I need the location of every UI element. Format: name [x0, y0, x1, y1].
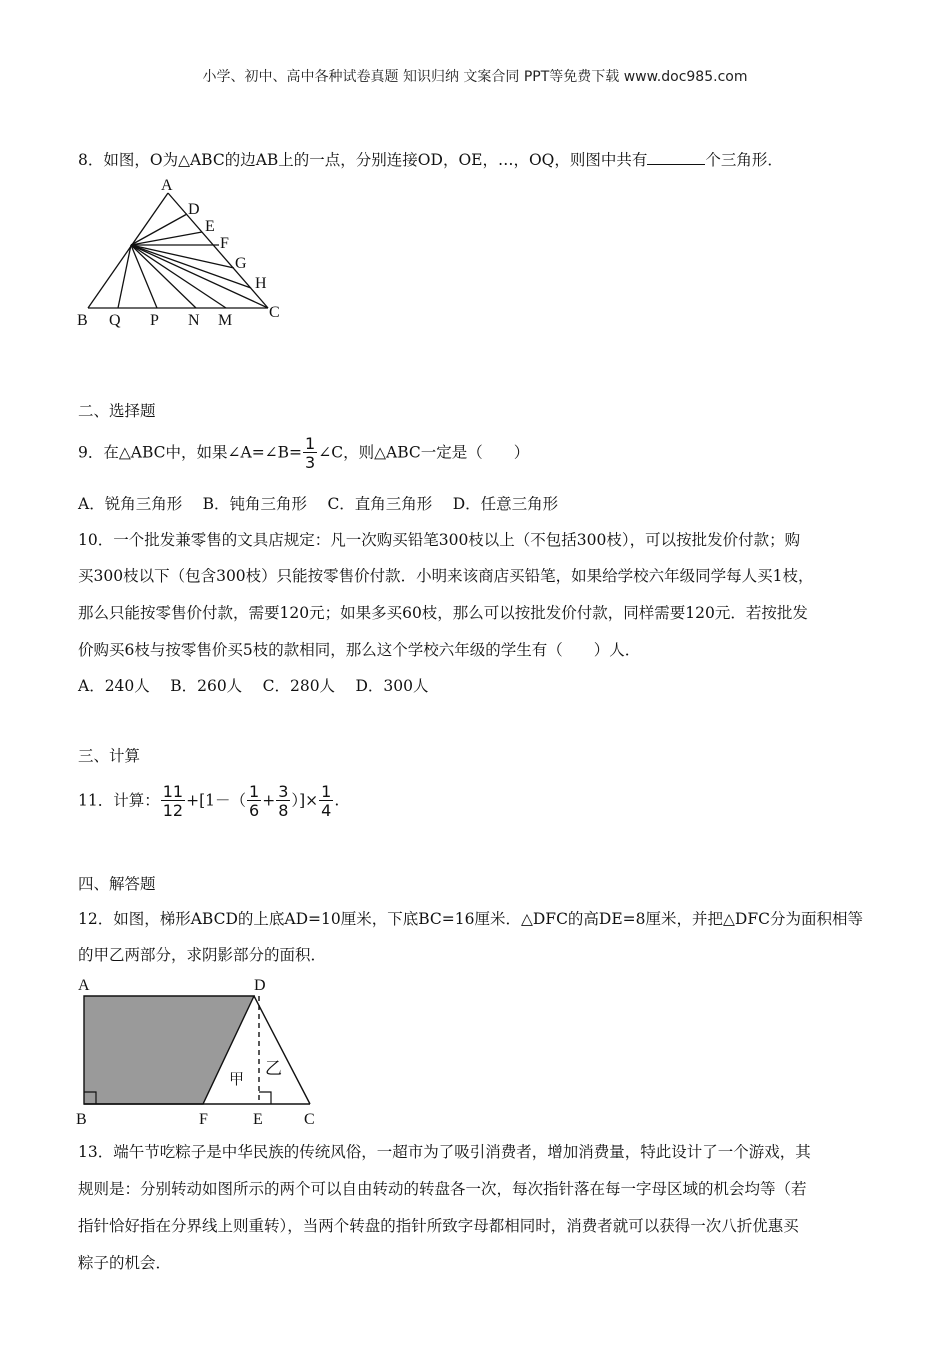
fraction-1-6: $\frac{1}{6}$ — [249, 782, 260, 820]
section-4-title: 四、解答题 — [78, 875, 156, 893]
label-Q: Q — [109, 312, 121, 329]
segment-ON — [131, 245, 196, 308]
section-2-title: 二、选择题 — [78, 402, 156, 420]
label-A: A — [161, 177, 173, 194]
label-yi: 乙 — [265, 1059, 282, 1078]
segment-OG — [131, 245, 234, 268]
label-B: B — [76, 1111, 87, 1128]
expr-plus: + — [262, 791, 276, 810]
answer-blank — [647, 150, 705, 165]
expr-part-1: +[1－（ — [186, 791, 246, 810]
label-C: C — [304, 1111, 315, 1128]
question-8-text: 8．如图，O为△ABC的边AB上的一点，分别连接OD，OE，…，OQ，则图中共有 — [78, 151, 648, 169]
fraction-one-third: $\frac{1}{3}$ — [305, 434, 316, 472]
question-9-text: 9．在△ABC中，如果∠A=∠B= — [78, 443, 303, 462]
label-N: N — [188, 312, 200, 329]
question-12-line-1: 12．如图，梯形ABCD的上底AD=10厘米，下底BC=16厘米．△DFC的高DE=8厘米，并把△DFC分为面积相等 — [78, 910, 863, 928]
label-F: F — [220, 235, 229, 252]
question-10-line-2: 买300枝以下（包含300枝）只能按零售价付款．小明来该商店买铅笔，如果给学校六年级同学每人买1枝， — [78, 567, 814, 585]
segment-OM — [131, 245, 226, 308]
label-jia: 甲 — [229, 1072, 245, 1088]
expr-part-2: ）]× — [291, 791, 319, 810]
label-P: P — [150, 312, 159, 329]
fraction-3-8: $\frac{3}{8}$ — [278, 782, 289, 820]
label-G: G — [235, 255, 247, 272]
trapezoid-figure — [70, 970, 330, 1130]
question-8 — [78, 150, 783, 169]
question-10-options: A．240人 B．260人 C．280人 D．300人 — [78, 677, 429, 695]
question-12-line-2: 的甲乙两部分，求阴影部分的面积． — [78, 946, 327, 964]
question-13-line-1: 13．端午节吃粽子是中华民族的传统风俗，一超市为了吸引消费者，增加消费量，特此设计了一个游戏，其 — [78, 1143, 811, 1161]
label-D: D — [188, 201, 200, 218]
question-13-line-4: 粽子的机会． — [78, 1254, 172, 1272]
label-B: B — [77, 312, 88, 329]
label-C: C — [269, 304, 280, 321]
side-DC — [254, 996, 310, 1104]
question-9 — [78, 436, 529, 471]
page-header: 小学、初中、高中各种试卷真题 知识归纳 文案合同 PPT等免费下载 www.doc985.com — [202, 69, 748, 85]
question-10-line-4: 价购买6枝与按零售价买5枝的款相同，那么这个学校六年级的学生有（ ）人． — [78, 641, 641, 659]
fraction-1-4: $\frac{1}{4}$ — [321, 782, 332, 820]
question-8-text-end: 个三角形． — [705, 151, 783, 169]
label-F: F — [199, 1111, 208, 1128]
label-M: M — [218, 312, 233, 329]
fraction-11-12: $\frac{11}{12}$ — [162, 782, 184, 820]
side-AC — [168, 193, 268, 308]
segment-OH — [131, 245, 251, 288]
question-11 — [78, 784, 339, 819]
label-E: E — [205, 218, 215, 235]
label-E: E — [253, 1111, 263, 1128]
question-9-text-end: ∠C，则△ABC一定是（ ） — [318, 443, 530, 462]
question-13-line-2: 规则是：分别转动如图所示的两个可以自由转动的转盘各一次，每次指针落在每一字母区域的机会均等（若 — [78, 1180, 807, 1198]
expr-end: . — [334, 791, 340, 810]
question-13-line-3: 指针恰好指在分界线上则重转），当两个转盘的指针所致字母都相同时，消费者就可以获得一次八折优惠买 — [78, 1217, 799, 1235]
triangle-figure — [70, 172, 300, 332]
right-angle-E — [259, 1092, 271, 1104]
question-9-options: A．锐角三角形 B．钝角三角形 C．直角三角形 D．任意三角形 — [78, 495, 559, 513]
question-10-line-1: 10．一个批发兼零售的文具店规定：凡一次购买铅笔300枝以上（不包括300枝），可以按批发价付款；购 — [78, 531, 801, 549]
label-D: D — [254, 977, 266, 994]
label-A: A — [78, 977, 90, 994]
question-11-prefix: 11．计算： — [78, 791, 160, 810]
segment-OC — [131, 245, 268, 308]
question-10-line-3: 那么只能按零售价付款，需要120元；如果多买60枝，那么可以按批发价付款，同样需要120元．若按批发 — [78, 604, 808, 622]
section-3-title: 三、计算 — [78, 747, 141, 765]
label-H: H — [255, 275, 267, 292]
